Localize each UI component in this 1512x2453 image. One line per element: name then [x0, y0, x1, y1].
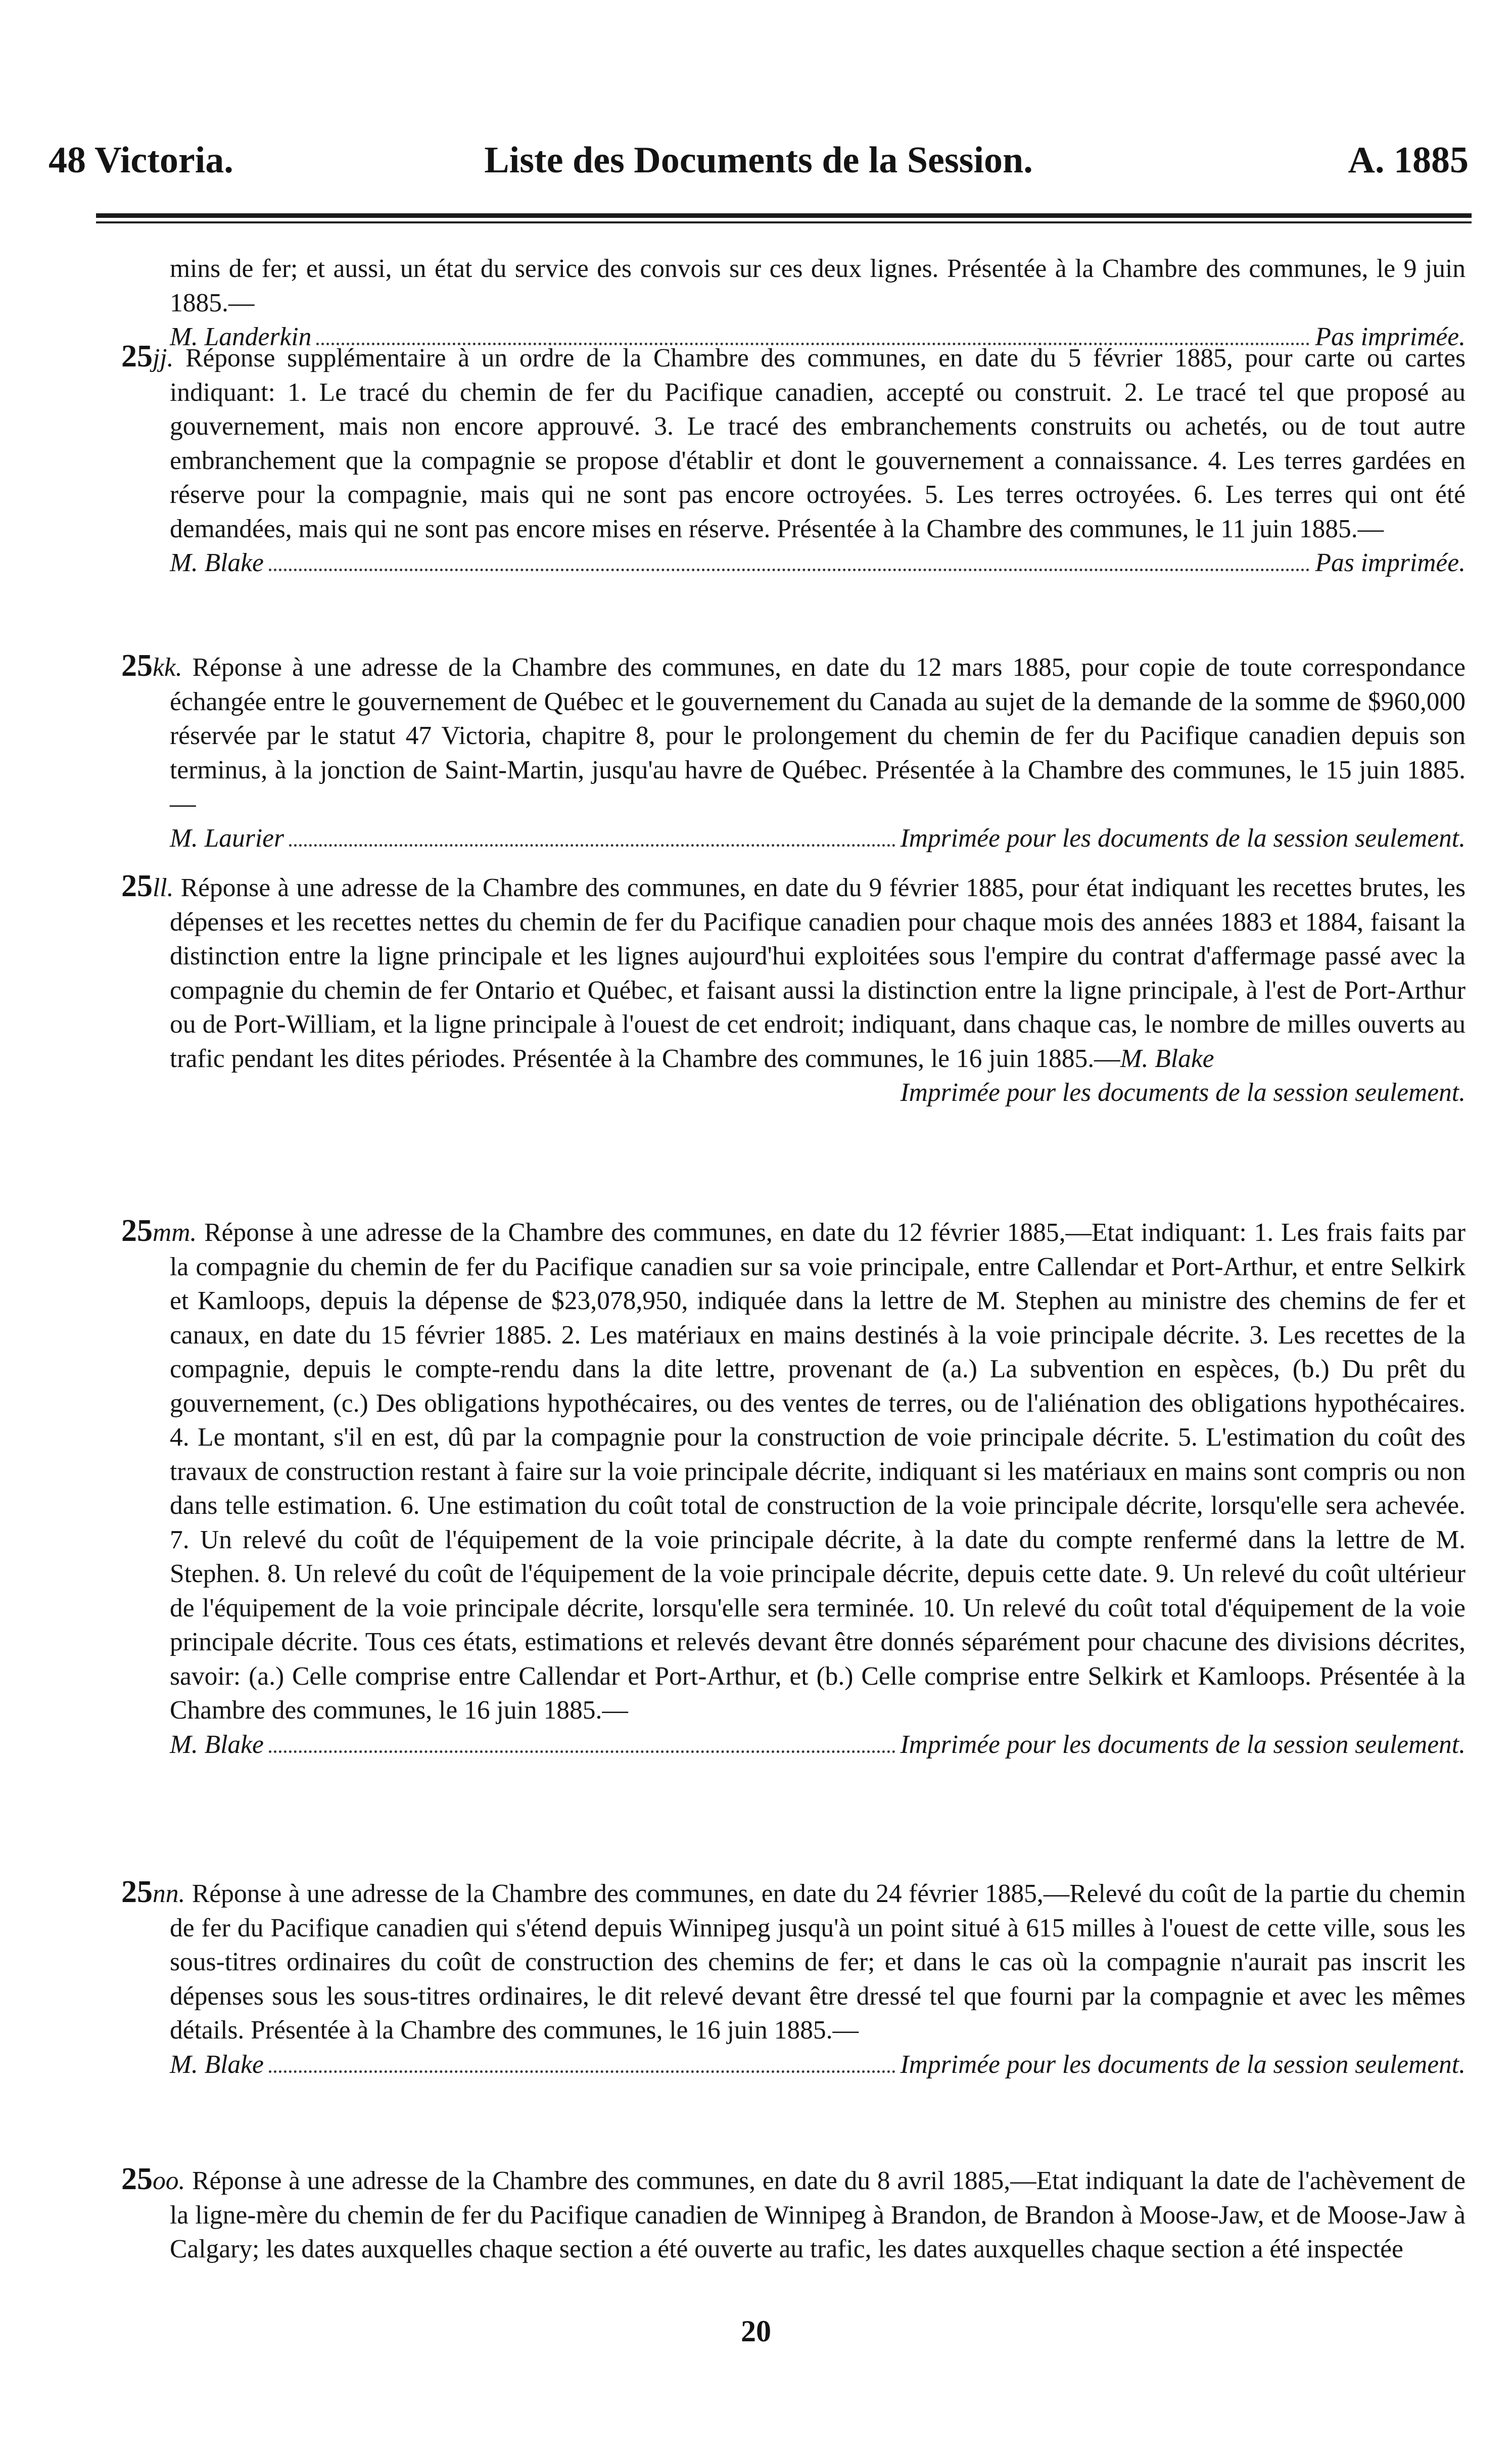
entry-text: 25mm. Réponse à une adresse de la Chambre des communes, en date du 12 février 1885,—Etat indiquant: 1. Les frais faits par la compagnie du chemin de fer du Pacifique canadien sur sa voie principale, entre Callendar et Port-Arthur, et entre Selkirk et Kamloops, depuis la dépense de $23,078,950, indiquée dans la lettre de M. Stephen au ministre des chemins de fer et canaux, en date du 15 février 1885. 2. Les matériaux en mains destinés à la voie principale décrite. 3. Les recettes de la compagnie, depuis le compte-rendu dans la dite lettre, provenant de (a.) La subvention en espèces, (b.) Du prêt du gouvernement, (c.) Des obligations hypothécaires, ou des ventes de terres, ou de l'aliénation des obligations hypothécaires. 4. Le montant, s'il en est, dû par la compagnie pour la construction de voie principale décrite. 5. L'estimation du coût des travaux de construction restant à faire sur la voie principale décrite, indiquant si les matériaux en mains sont compris ou non dans telle estimation. 6. Une estimation du coût total de construction de la voie principale décrite, lorsqu'elle sera achevée. 7. Un relevé du coût de l'équipement de la voie principale décrite, à la date du compte renfermé dans la lettre de M. Stephen. 8. Un relevé du coût de l'équipement de la voie principale décrite, depuis cette date. 9. Un relevé du coût ultérieur de l'équipement de la voie principale décrite, lorsqu'elle sera terminée. 10. Un relevé du coût total d'équipement de la voie principale décrite. Tous ces états, estimations et relevés devant être donnés séparément pour chacune des divisions décrites, savoir: (a.) Celle comprise entre Callendar et Port-Arthur, et (b.) Celle comprise entre Selkirk et Kamloops. Présentée à la Chambre des communes, le 16 juin 1885.— — [121, 1214, 1466, 1725]
header-title: Liste des Documents de la Session. — [484, 140, 1033, 181]
dot-leader — [269, 569, 1310, 571]
dot-leader — [269, 2070, 895, 2073]
entry-text: 25nn. Réponse à une adresse de la Chambre des communes, en date du 24 février 1885,—Relevé du coût de la partie du chemin de fer du Pacifique canadien qui s'étend depuis Winnipeg jusqu'à un point situé à 615 milles à l'ouest de cette ville, sous les sous-titres ordinaires du coût de construction des chemins de fer; et dans le cas où la compagnie n'aurait pas inscrit les dépenses sous les sous-titres ordinaires, le dit relevé devant être dressé tel que fourni par la compagnie et avec les mêmes détails. Présentée à la Chambre des communes, le 16 juin 1885.— — [121, 1875, 1466, 2045]
entry-number: 25 — [121, 869, 153, 903]
entry-25ll — [121, 869, 1466, 1110]
entry-status: Imprimée pour les documents de la session seulement. — [900, 1730, 1466, 1759]
entry-suffix: mm. — [153, 1218, 197, 1247]
entry-continuation — [121, 252, 1466, 354]
entry-member: M. Blake — [170, 2050, 264, 2079]
page-number: 20 — [741, 2315, 771, 2348]
entry-status: Imprimée pour les documents de la session seulement. — [900, 823, 1466, 853]
entry-status: Imprimée pour les documents de la session seulement. — [900, 2050, 1466, 2079]
entry-member: M. Landerkin — [170, 322, 312, 351]
entry-25kk — [121, 649, 1466, 855]
entry-text: 25ll. Réponse à une adresse de la Chambre des communes, en date du 9 février 1885, pour état indiquant les recettes brutes, les dépenses et les recettes nettes du chemin de fer du Pacifique canadien pour chaque mois des années 1883 et 1884, faisant la distinction entre la ligne principale et les lignes aujourd'hui exploitées sous l'empire du contrat d'affermage passé avec la compagnie du chemin de fer Ontario et Québec, et faisant aussi la distinction entre la ligne principale, à l'est de Port-Arthur ou de Port-William, et la ligne principale à l'ouest de cet endroit; indiquant, dans chaque cas, le nombre de milles ouverts au trafic pendant les dites périodes. Présentée à la Chambre des communes, le 16 juin 1885.—M. Blake — [121, 869, 1466, 1073]
entry-25mm — [121, 1214, 1466, 1762]
dot-leader — [269, 1750, 895, 1753]
entry-suffix: jj. — [153, 344, 174, 373]
entry-status: Imprimée pour les documents de la session seulement. — [900, 1078, 1466, 1107]
entry-number: 25 — [121, 339, 153, 374]
entry-member: M. Blake — [170, 1730, 264, 1759]
entry-suffix: ll. — [153, 873, 174, 902]
entry-text: 25jj. Réponse supplémentaire à un ordre de la Chambre des communes, en date du 5 février 1885, pour carte ou cartes indiquant: 1. Le tracé du chemin de fer du Pacifique canadien, accepté ou construit. 2. Le tracé tel que proposé au gouvernement, mais non encore approuvé. 3. Le tracé des embranchements construits ou achetés, ou de tout autre embranchement que la compagnie se propose d'établir et dont le gouvernement a connaissance. 4. Les terres gardées en réserve pour la compagnie, mais qui ne sont pas encore octroyées. 5. Les terres octroyées. 6. Les terres qui ont été demandées, mais qui ne sont pas encore mises en réserve. Présentée à la Chambre des communes, le 11 juin 1885.— — [121, 339, 1466, 543]
running-header — [49, 132, 1469, 188]
entry-footer — [170, 1728, 1466, 1762]
entry-suffix: kk. — [153, 653, 182, 682]
entry-number: 25 — [121, 1214, 153, 1248]
entry-member: M. Blake — [1120, 1044, 1214, 1073]
header-rule-thick — [96, 213, 1472, 218]
entry-25nn — [121, 1875, 1466, 2081]
entry-number: 25 — [121, 1875, 153, 1909]
header-year: 48 Victoria. — [49, 140, 233, 181]
entry-status: Pas imprimée. — [1315, 548, 1466, 577]
dot-leader — [289, 844, 895, 847]
entry-member: M. Laurier — [170, 823, 285, 853]
entry-number: 25 — [121, 649, 153, 683]
header-session: A. 1885 — [1348, 140, 1469, 181]
entry-text: mins de fer; et aussi, un état du service des convois sur ces deux lignes. Présentée à la Chambre des communes, le 9 juin 1885.— — [170, 254, 1466, 317]
entry-suffix: oo. — [153, 2166, 185, 2195]
entry-text: 25oo. Réponse à une adresse de la Chambre des communes, en date du 8 avril 1885,—Etat indiquant la date de l'achèvement de la ligne-mère du chemin de fer du Pacifique canadien de Winnipeg à Brandon, de Brandon à Moose-Jaw, et de Moose-Jaw à Calgary; les dates auxquelles chaque section a été ouverte au trafic, les dates auxquelles chaque section a été inspectée — [121, 2162, 1466, 2263]
entry-25oo — [121, 2162, 1466, 2266]
entry-footer — [170, 546, 1466, 580]
entry-member: M. Blake — [170, 548, 264, 577]
entry-suffix: nn. — [153, 1879, 185, 1908]
entry-number: 25 — [121, 2162, 153, 2196]
entry-footer — [170, 821, 1466, 856]
entry-text: 25kk. Réponse à une adresse de la Chambre des communes, en date du 12 mars 1885, pour copie de toute correspondance échangée entre le gouvernement de Québec et le gouvernement du Canada au sujet de la demande de la somme de $960,000 réservée par le statut 47 Victoria, chapitre 8, pour le prolongement du chemin de fer du Pacifique canadien depuis son terminus, à la jonction de Saint-Martin, jusqu'au havre de Québec. Présentée à la Chambre des communes, le 15 juin 1885.— — [121, 649, 1466, 818]
entry-25jj — [121, 340, 1466, 580]
header-rule-thin — [96, 221, 1472, 223]
entry-footer — [170, 2048, 1466, 2082]
entry-status: Pas imprimée. — [1315, 322, 1466, 351]
